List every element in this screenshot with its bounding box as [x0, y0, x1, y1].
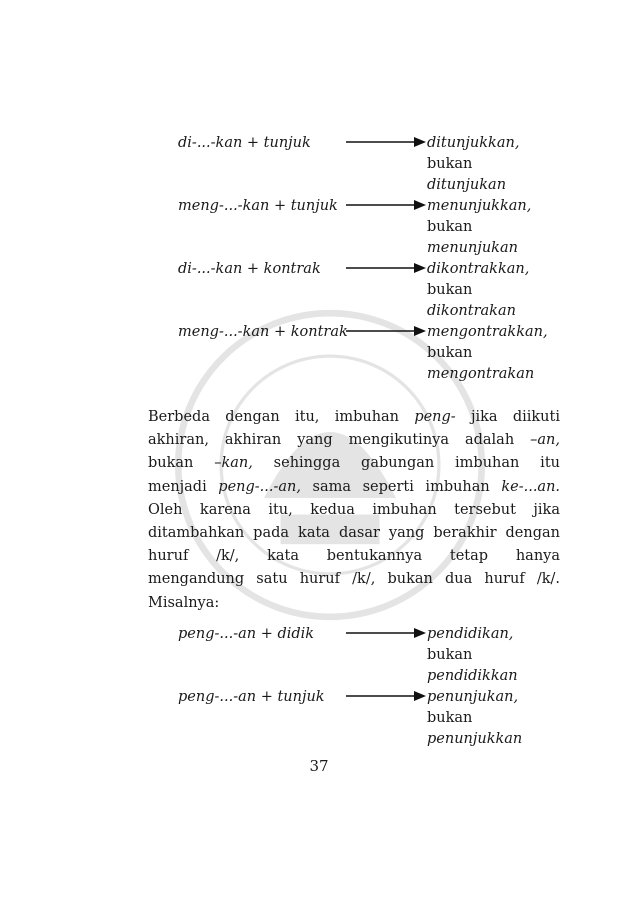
paragraph-line	[148, 429, 560, 452]
derivation-row	[178, 624, 558, 687]
explanation-paragraph	[148, 406, 560, 615]
right-arrow-icon	[346, 627, 426, 639]
affix-term: ke-...an.	[501, 478, 561, 495]
incorrect-form: penunjukkan	[427, 731, 523, 747]
connector-word: bukan	[427, 647, 473, 663]
correct-form: ditunjukkan,	[427, 135, 520, 151]
affix-term: –an,	[530, 432, 560, 449]
affix-formula: peng-...-an + didik	[178, 626, 315, 642]
correct-form: penunjukan,	[427, 689, 519, 705]
affix-formula: meng-...-kan + kontrak	[178, 324, 348, 340]
text: akhiran, akhiran yang mengikutinya adalah	[148, 432, 531, 449]
correct-form: mengontrakkan,	[427, 324, 548, 340]
right-arrow-icon	[346, 262, 426, 274]
derivation-row	[178, 196, 558, 259]
affix-formula: meng-...-kan + tunjuk	[178, 198, 338, 214]
paragraph-line: huruf /k/, kata bentukannya tetap hanya	[148, 548, 560, 565]
connector-word: bukan	[427, 710, 473, 726]
right-arrow-icon	[346, 199, 426, 211]
right-arrow-icon	[346, 325, 426, 337]
text: jika diikuti	[455, 409, 560, 425]
derivation-row	[178, 259, 558, 322]
text: sama seperti imbuhan	[301, 478, 502, 495]
connector-word: bukan	[427, 345, 473, 361]
derivation-list-bottom	[178, 624, 558, 750]
affix-formula: di-...-kan + kontrak	[178, 261, 321, 277]
text: sehingga gabungan imbuhan itu	[252, 455, 560, 472]
correct-form: dikontrakkan,	[427, 261, 530, 277]
incorrect-form: dikontrakan	[427, 303, 516, 319]
derivation-row	[178, 687, 558, 750]
derivation-list-top	[178, 133, 558, 385]
right-arrow-icon	[346, 136, 426, 148]
correct-form: menunjukkan,	[427, 198, 532, 214]
affix-term: peng-	[414, 409, 456, 425]
affix-formula: di-...-kan + tunjuk	[178, 135, 311, 151]
page-number: 37	[309, 757, 329, 775]
derivation-row	[178, 133, 558, 196]
affix-term: peng-...-an,	[218, 478, 301, 495]
text: menjadi	[148, 478, 219, 495]
correct-form: pendidikan,	[427, 626, 514, 642]
paragraph-line: ditambahkan pada kata dasar yang berakhir dengan	[148, 525, 560, 542]
incorrect-form: mengontrakan	[427, 366, 535, 382]
text: Berbeda dengan itu, imbuhan	[148, 409, 415, 425]
paragraph-line: Oleh karena itu, kedua imbuhan tersebut jika	[148, 501, 560, 518]
derivation-row	[178, 322, 558, 385]
connector-word: bukan	[427, 219, 473, 235]
right-arrow-icon	[346, 690, 426, 702]
paragraph-line	[148, 406, 560, 429]
text: bukan	[148, 455, 215, 472]
incorrect-form: ditunjukan	[427, 177, 507, 193]
paragraph-line: mengandung satu huruf /k/, bukan dua huruf /k/.	[148, 571, 560, 588]
affix-formula: peng-...-an + tunjuk	[178, 689, 325, 705]
affix-term: –kan,	[214, 455, 253, 472]
paragraph-line: Misalnya:	[148, 594, 220, 611]
incorrect-form: pendidikkan	[427, 668, 518, 684]
connector-word: bukan	[427, 156, 473, 172]
paragraph-line	[148, 476, 560, 499]
paragraph-line	[148, 452, 560, 475]
connector-word: bukan	[427, 282, 473, 298]
incorrect-form: menunjukan	[427, 240, 518, 256]
